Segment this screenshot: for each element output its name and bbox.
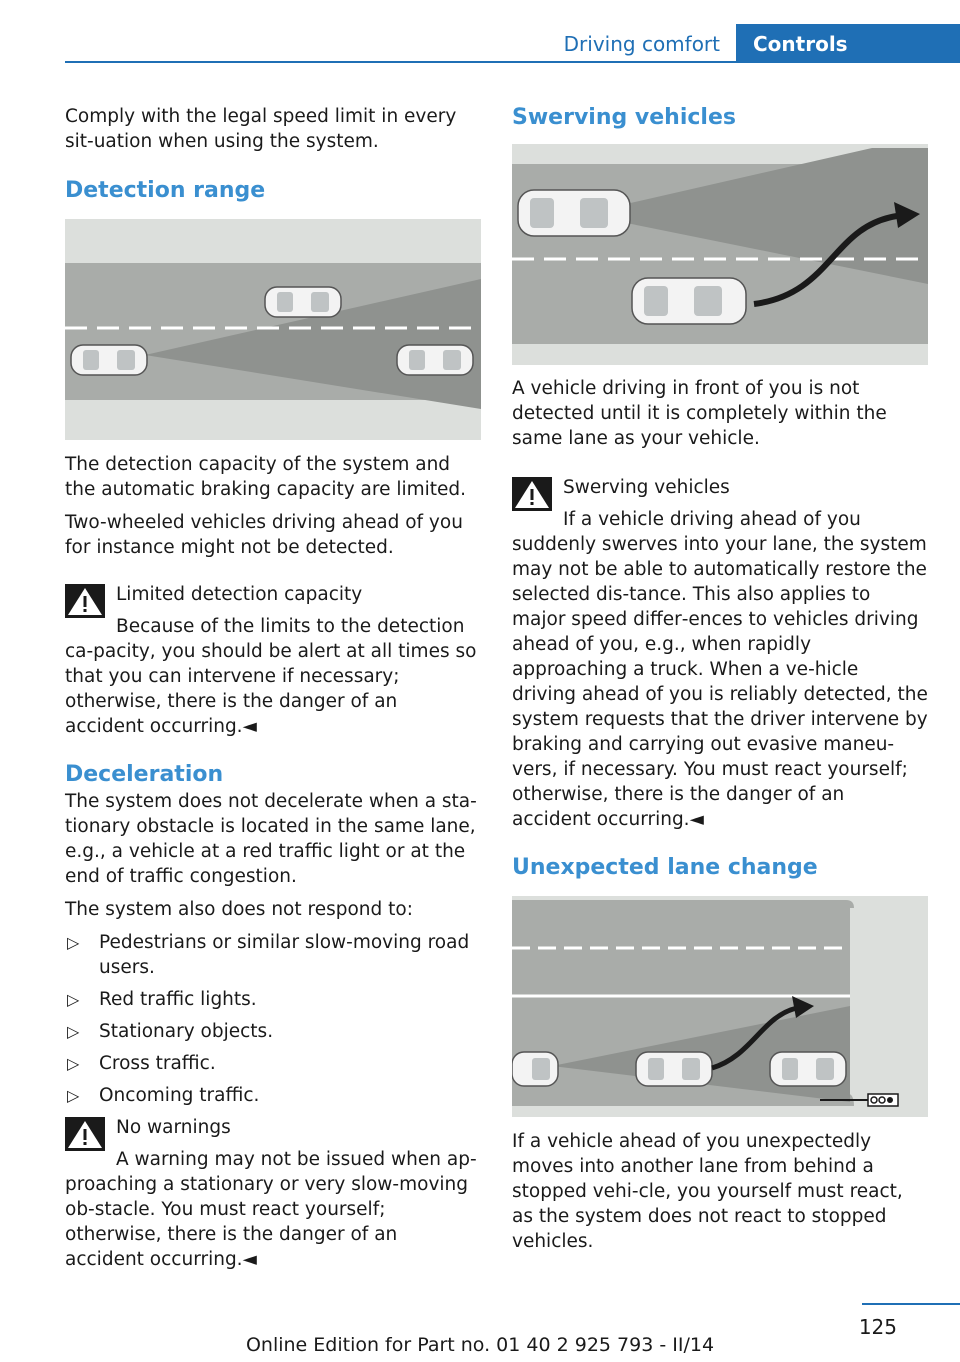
unexpected-lane-change-heading: Unexpected lane change	[512, 855, 818, 880]
warning-body: A warning may not be issued when ap‐proaching a stationary or very slow-moving ob‐stacle. You must react yourself; otherwise, there is the danger of an accident occurring.◄	[65, 1149, 477, 1270]
warning-body: If a vehicle driving ahead of you suddenly swerves into your lane, the system may not be able to automatically restore the selected dis‐tance. This also applies to major speed differ‐ences to vehicles driving ahead of you, e.g., when rapidly approaching a truck. When a ve‐hicle driving ahead of you is reliably detected, the system requests that the driver intervene by braking and carrying out evasive maneu‐vers, if necessary. You must react yourself; otherwise, there is the danger of an accident occurring.◄	[512, 509, 928, 830]
warning-title: Swerving vehicles	[563, 477, 730, 498]
list-item: ▷ Pedestrians or similar slow-moving road users.	[67, 932, 470, 978]
list-item: ▷ Stationary objects.	[67, 1021, 274, 1042]
warning-triangle-icon	[65, 1117, 105, 1151]
header-chapter-tab: Controls	[736, 24, 960, 62]
intro-paragraph: Comply with the legal speed limit in every sit‐uation when using the system.	[65, 106, 457, 152]
list-item: ▷ Red traffic lights.	[67, 989, 257, 1010]
deceleration-paragraph-2: The system also does not respond to:	[65, 899, 413, 920]
detection-range-illustration	[65, 219, 481, 440]
footer-rule	[862, 1303, 960, 1305]
right-column	[512, 104, 928, 1254]
header-section-title: Driving comfort	[563, 32, 720, 56]
triangle-bullet-icon: ▷	[67, 933, 80, 952]
triangle-bullet-icon: ▷	[67, 1086, 80, 1105]
triangle-bullet-icon: ▷	[67, 1022, 80, 1041]
lane-change-paragraph: If a vehicle ahead of you unexpectedly moves into another lane from behind a stopped vehi‐cle, you yourself must react, as the system does not react to stopped vehicles.	[512, 1131, 903, 1252]
page-number: 125	[858, 1315, 897, 1339]
list-item: ▷ Oncoming traffic.	[67, 1085, 260, 1106]
warning-triangle-icon	[65, 584, 105, 618]
edition-line: Online Edition for Part no. 01 40 2 925 793 - II/14	[245, 1334, 715, 1356]
warning-body: Because of the limits to the detection ca‐pacity, you should be alert at all times so that you can intervene if necessary; otherwise, there is the danger of an accident occurring.◄	[65, 616, 477, 737]
triangle-bullet-icon: ▷	[67, 990, 80, 1009]
warning-no-warnings	[65, 1115, 481, 1272]
warning-title: Limited detection capacity	[116, 584, 363, 605]
left-column	[65, 104, 481, 1272]
triangle-bullet-icon: ▷	[67, 1054, 80, 1073]
lane-change-illustration	[512, 896, 928, 1117]
header-rule	[65, 61, 960, 63]
deceleration-heading: Deceleration	[65, 762, 224, 787]
warning-triangle-icon	[512, 477, 552, 511]
list-item: ▷ Cross traffic.	[67, 1053, 216, 1074]
swerving-vehicles-heading: Swerving vehicles	[512, 105, 736, 130]
detection-paragraph-2: Two-wheeled vehicles driving ahead of you for instance might not be detected.	[65, 512, 463, 558]
detection-paragraph-1: The detection capacity of the system and the automatic braking capacity are limited.	[65, 454, 467, 500]
swerving-paragraph: A vehicle driving in front of you is not detected until it is completely within the same lane as your vehicle.	[512, 378, 887, 449]
warning-title: No warnings	[116, 1117, 231, 1138]
swerving-vehicles-illustration	[512, 144, 928, 365]
warning-swerving-vehicles	[512, 475, 928, 832]
warning-limited-detection	[65, 582, 481, 739]
deceleration-paragraph-1: The system does not decelerate when a sta‐tionary obstacle is located in the same lane, e.g., a vehicle at a red traffic light or at the end of traffic congestion.	[65, 791, 477, 887]
detection-range-heading: Detection range	[65, 178, 266, 203]
non-response-list	[65, 930, 481, 1108]
